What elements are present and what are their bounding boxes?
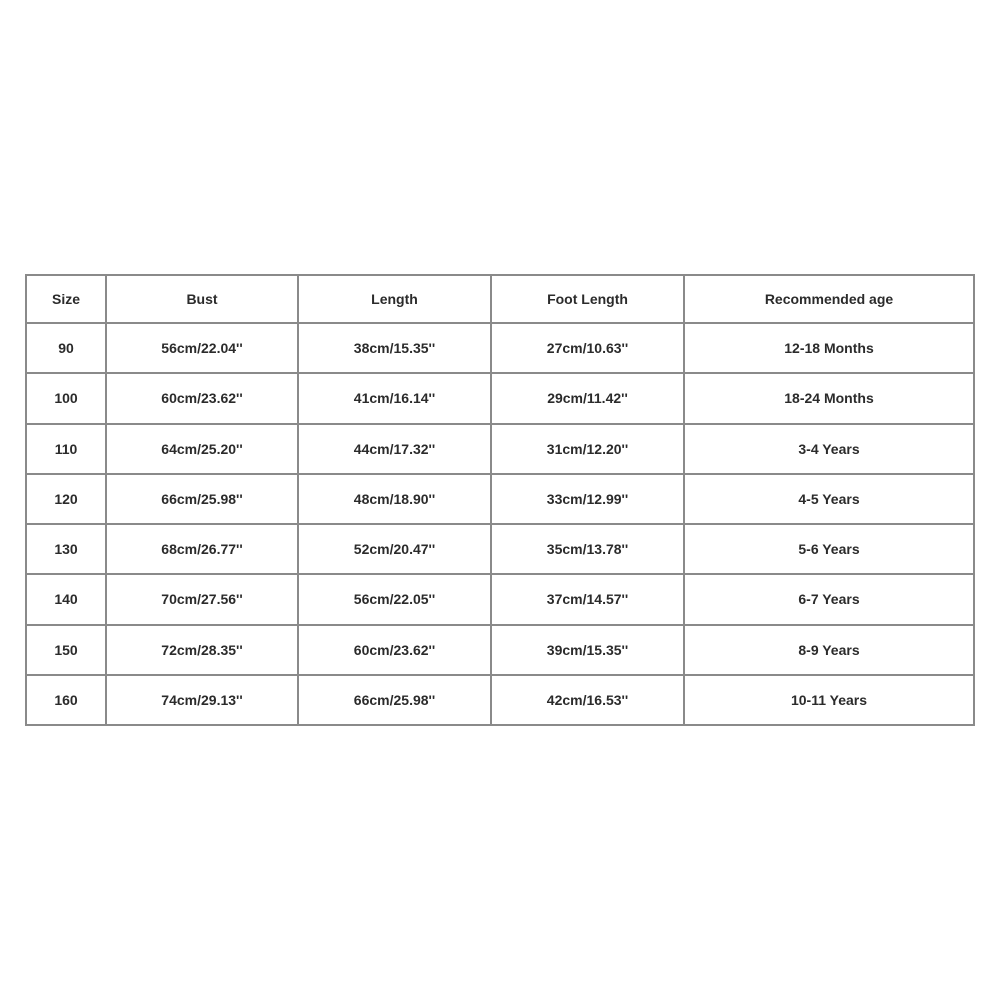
cell-length: 41cm/16.14'' bbox=[299, 374, 492, 424]
cell-length: 60cm/23.62'' bbox=[299, 626, 492, 676]
cell-recommended-age: 4-5 Years bbox=[685, 475, 975, 525]
table-row bbox=[27, 626, 975, 676]
cell-foot-length: 35cm/13.78'' bbox=[492, 525, 685, 575]
cell-bust: 72cm/28.35'' bbox=[107, 626, 299, 676]
header-recommended-age: Recommended age bbox=[685, 276, 975, 324]
cell-recommended-age: 5-6 Years bbox=[685, 525, 975, 575]
cell-size: 110 bbox=[27, 425, 107, 475]
cell-bust: 74cm/29.13'' bbox=[107, 676, 299, 726]
table-row bbox=[27, 425, 975, 475]
header-length: Length bbox=[299, 276, 492, 324]
table-row bbox=[27, 324, 975, 374]
cell-recommended-age: 8-9 Years bbox=[685, 626, 975, 676]
cell-size: 100 bbox=[27, 374, 107, 424]
table-row bbox=[27, 525, 975, 575]
cell-foot-length: 37cm/14.57'' bbox=[492, 575, 685, 625]
cell-bust: 64cm/25.20'' bbox=[107, 425, 299, 475]
table-row bbox=[27, 475, 975, 525]
cell-bust: 60cm/23.62'' bbox=[107, 374, 299, 424]
cell-foot-length: 29cm/11.42'' bbox=[492, 374, 685, 424]
cell-size: 160 bbox=[27, 676, 107, 726]
cell-foot-length: 27cm/10.63'' bbox=[492, 324, 685, 374]
header-bust: Bust bbox=[107, 276, 299, 324]
cell-length: 38cm/15.35'' bbox=[299, 324, 492, 374]
cell-length: 52cm/20.47'' bbox=[299, 525, 492, 575]
cell-bust: 70cm/27.56'' bbox=[107, 575, 299, 625]
cell-size: 150 bbox=[27, 626, 107, 676]
cell-bust: 66cm/25.98'' bbox=[107, 475, 299, 525]
table-row bbox=[27, 374, 975, 424]
cell-size: 90 bbox=[27, 324, 107, 374]
table-row bbox=[27, 676, 975, 726]
cell-recommended-age: 6-7 Years bbox=[685, 575, 975, 625]
cell-recommended-age: 12-18 Months bbox=[685, 324, 975, 374]
header-size: Size bbox=[27, 276, 107, 324]
cell-recommended-age: 3-4 Years bbox=[685, 425, 975, 475]
cell-foot-length: 39cm/15.35'' bbox=[492, 626, 685, 676]
cell-bust: 68cm/26.77'' bbox=[107, 525, 299, 575]
cell-length: 44cm/17.32'' bbox=[299, 425, 492, 475]
cell-size: 130 bbox=[27, 525, 107, 575]
size-chart-table bbox=[25, 274, 975, 726]
cell-length: 48cm/18.90'' bbox=[299, 475, 492, 525]
cell-foot-length: 42cm/16.53'' bbox=[492, 676, 685, 726]
cell-size: 120 bbox=[27, 475, 107, 525]
cell-foot-length: 31cm/12.20'' bbox=[492, 425, 685, 475]
cell-length: 66cm/25.98'' bbox=[299, 676, 492, 726]
cell-size: 140 bbox=[27, 575, 107, 625]
cell-recommended-age: 18-24 Months bbox=[685, 374, 975, 424]
header-foot-length: Foot Length bbox=[492, 276, 685, 324]
table-row bbox=[27, 575, 975, 625]
header-row bbox=[27, 276, 975, 324]
cell-bust: 56cm/22.04'' bbox=[107, 324, 299, 374]
cell-length: 56cm/22.05'' bbox=[299, 575, 492, 625]
cell-foot-length: 33cm/12.99'' bbox=[492, 475, 685, 525]
cell-recommended-age: 10-11 Years bbox=[685, 676, 975, 726]
